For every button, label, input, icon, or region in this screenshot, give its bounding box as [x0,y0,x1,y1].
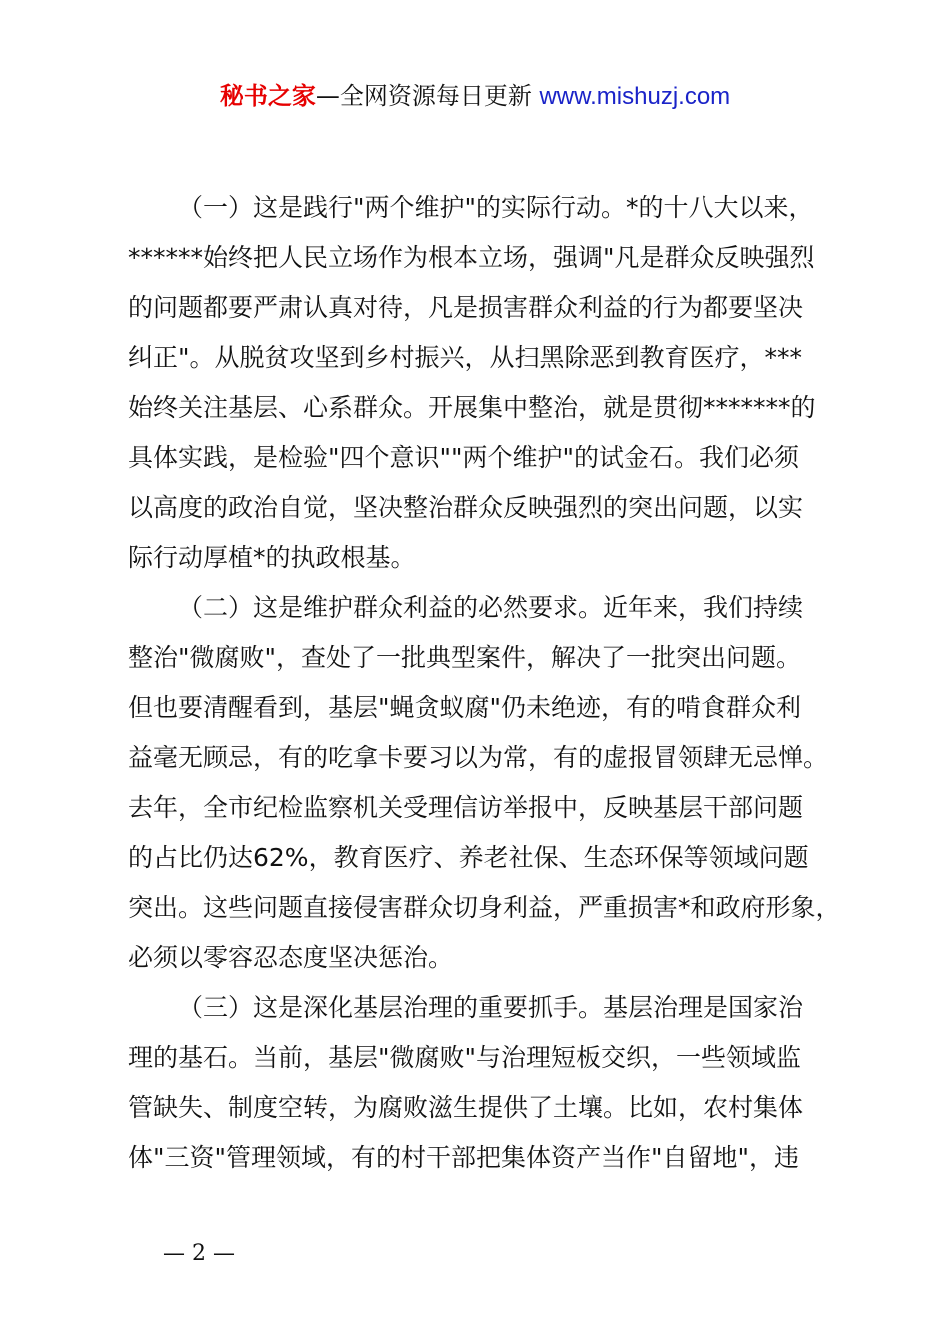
paragraph-1-line: 际行动厚植*的执政根基。 [128,543,416,572]
document-body [128,183,841,1183]
paragraph-1-line: （一）这是践行"两个维护"的实际行动。*的十八大以来， [178,193,814,222]
paragraph-2-line: 突出。这些问题直接侵害群众切身利益，严重损害*和政府形象， [128,893,841,922]
paragraph-2-line: （二）这是维护群众利益的必然要求。近年来，我们持续 [178,593,804,622]
paragraph-2-line: 的占比仍达62%，教育医疗、养老社保、生态环保等领域问题 [128,843,809,872]
paragraph-3-line: （三）这是深化基层治理的重要抓手。基层治理是国家治 [178,993,804,1022]
paragraph-2-line: 整治"微腐败"，查处了一批典型案件，解决了一批突出问题。 [128,643,802,672]
paragraph-1-line: 始终关注基层、心系群众。开展集中整治，就是贯彻*******的 [128,393,816,422]
paragraph-2-line: 益毫无顾忌，有的吃拿卡要习以为常，有的虚报冒领肆无忌惮。 [128,743,829,772]
paragraph-1-line: 的问题都要严肃认真对待，凡是损害群众利益的行为都要坚决 [128,293,804,322]
paragraph-1-line: ******始终把人民立场作为根本立场，强调"凡是群众反映强烈 [128,243,815,272]
paragraph-3-line: 管缺失、制度空转，为腐败滋生提供了土壤。比如，农村集体 [128,1093,804,1122]
paragraph-2-line: 去年，全市纪检监察机关受理信访举报中，反映基层干部问题 [128,793,804,822]
paragraph-1-line: 纠正"。从脱贫攻坚到乡村振兴，从扫黑除恶到教育医疗，*** [128,343,803,372]
site-url[interactable]: www.mishuzj.com [539,83,731,110]
paragraph-2-line: 必须以零容忍态度坚决惩治。 [128,943,454,972]
page-number: — 2 — [163,1241,235,1266]
paragraph-3-line: 体"三资"管理领域，有的村干部把集体资产当作"自留地"，违 [128,1143,799,1172]
site-header [0,79,950,114]
paragraph-3-line: 理的基石。当前，基层"微腐败"与治理短板交织，一些领域监 [128,1043,802,1072]
paragraph-1-line: 以高度的政治自觉，坚决整治群众反映强烈的突出问题，以实 [128,493,804,522]
brand-name: 秘书之家 [219,82,316,110]
paragraph-1-line: 具体实践，是检验"四个意识""两个维护"的试金石。我们必须 [128,443,799,472]
paragraph-2-line: 但也要清醒看到，基层"蝇贪蚁腐"仍未绝迹，有的啃食群众利 [128,693,802,722]
header-tagline: —全网资源每日更新 [315,82,540,110]
